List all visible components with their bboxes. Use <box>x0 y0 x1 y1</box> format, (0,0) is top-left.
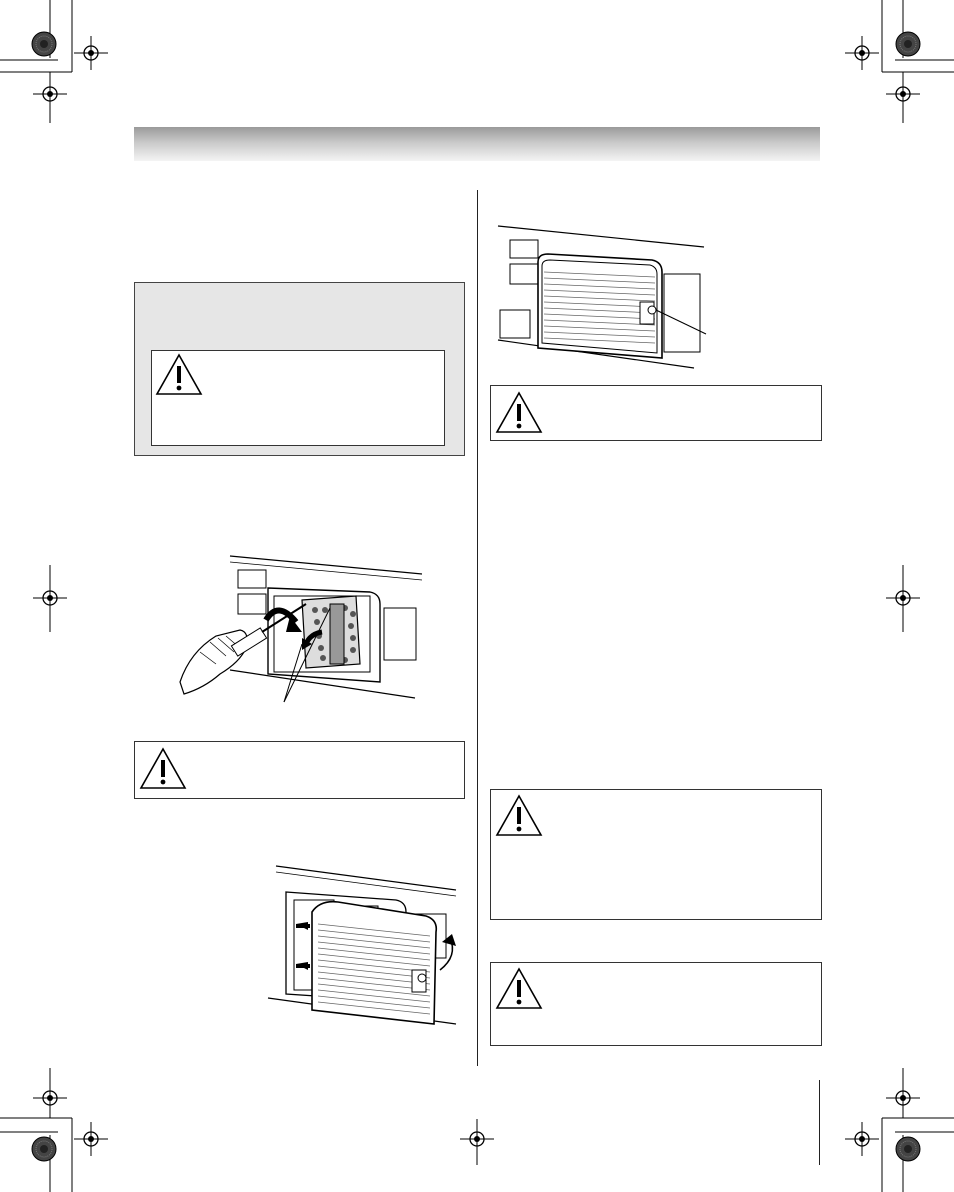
registration-mark-icon <box>74 1122 108 1156</box>
footer-rule <box>819 1080 820 1165</box>
illustration-rear-cover-opening <box>266 862 466 1028</box>
color-wheel-icon <box>896 32 920 56</box>
registration-mark-icon <box>845 36 879 70</box>
warning-triangle-icon <box>494 966 544 1012</box>
color-wheel-icon <box>32 1137 56 1161</box>
registration-mark-icon <box>845 1122 879 1156</box>
color-wheel-icon <box>32 32 56 56</box>
warning-triangle-icon <box>494 793 544 839</box>
column-divider <box>477 190 478 1066</box>
registration-mark-icon <box>74 36 108 70</box>
warning-triangle-icon <box>494 390 544 436</box>
warning-triangle-icon <box>154 352 204 398</box>
color-wheel-icon <box>896 1137 920 1161</box>
warning-triangle-icon <box>138 746 188 792</box>
header-bar <box>134 127 820 161</box>
illustration-lamp-unit-screwdriver <box>170 552 430 712</box>
illustration-rear-cover-closed <box>494 222 714 372</box>
